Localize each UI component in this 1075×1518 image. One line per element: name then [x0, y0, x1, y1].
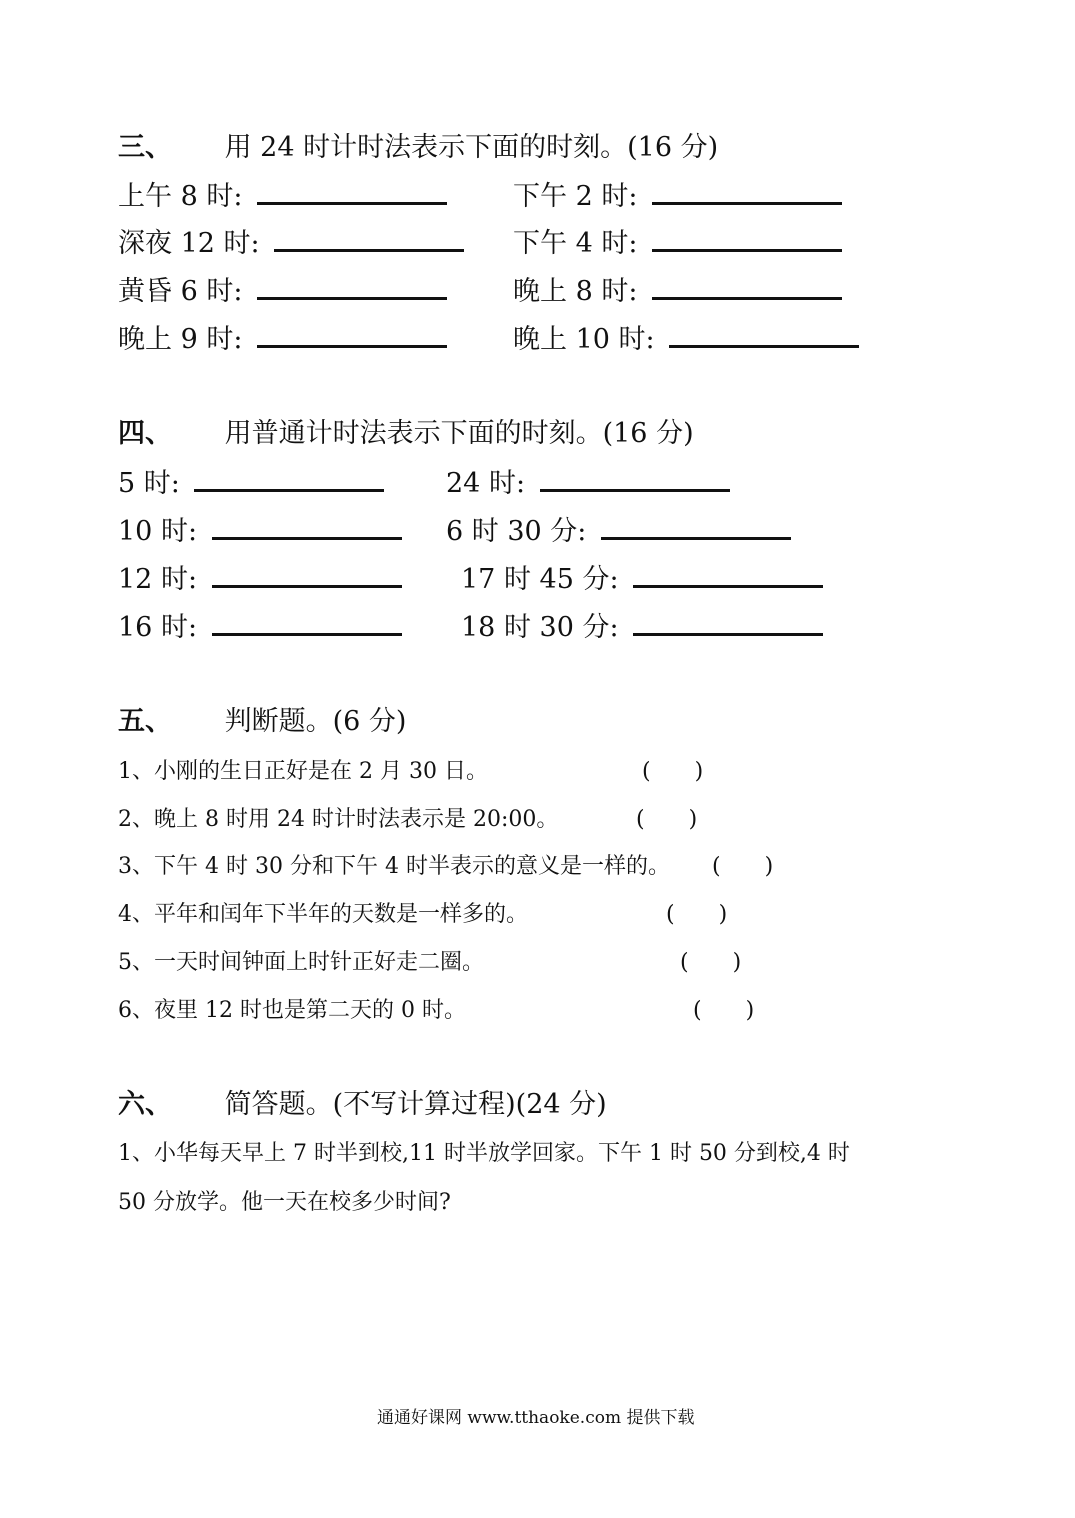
fill-item: [513, 323, 859, 356]
judge-question-2: 2、晚上 8 时用 24 时计时法表示是 20:00。: [118, 807, 559, 832]
section-number: 四、: [118, 418, 172, 449]
answer-blank[interactable]: [652, 180, 842, 205]
item-label: 晚上 10 时:: [513, 324, 655, 355]
fill-item: [118, 323, 447, 356]
fill-item: [461, 611, 823, 644]
answer-blank[interactable]: [633, 563, 823, 588]
fill-item: [118, 227, 464, 260]
answer-blank[interactable]: [212, 515, 402, 540]
fill-item: [446, 515, 791, 548]
item-label: 17 时 45 分:: [461, 564, 619, 595]
fill-item: [118, 467, 384, 500]
answer-parentheses[interactable]: ( ): [636, 807, 698, 832]
item-label: 晚上 8 时:: [513, 276, 638, 307]
page-footer: 通通好课网 www.tthaoke.com 提供下载: [377, 1408, 695, 1428]
judge-question-3: 3、下午 4 时 30 分和下午 4 时半表示的意义是一样的。: [118, 854, 670, 879]
fill-item: [118, 275, 447, 308]
short-answer-question-line2: 50 分放学。他一天在校多少时间?: [118, 1190, 451, 1215]
judge-question-5: 5、一天时间钟面上时针正好走二圈。: [118, 950, 484, 975]
item-label: 12 时:: [118, 564, 198, 595]
answer-blank[interactable]: [257, 275, 447, 300]
answer-parentheses[interactable]: ( ): [693, 998, 755, 1023]
section-number: 五、: [118, 706, 172, 737]
section-title: 判断题。(6 分): [224, 706, 407, 737]
fill-item: [513, 275, 842, 308]
fill-item: [513, 227, 842, 260]
section-title: 用 24 时计时法表示下面的时刻。(16 分): [224, 132, 719, 163]
fill-item: [118, 180, 447, 213]
fill-item: [118, 563, 402, 596]
short-answer-question-line1: 1、小华每天早上 7 时半到校,11 时半放学回家。下午 1 时 50 分到校,4 时: [118, 1141, 850, 1166]
answer-blank[interactable]: [669, 323, 859, 348]
section-number: 六、: [118, 1089, 172, 1120]
item-label: 5 时:: [118, 468, 180, 499]
answer-blank[interactable]: [601, 515, 791, 540]
answer-blank[interactable]: [274, 227, 464, 252]
judge-question-4: 4、平年和闰年下半年的天数是一样多的。: [118, 902, 528, 927]
answer-blank[interactable]: [212, 563, 402, 588]
item-label: 黄昏 6 时:: [118, 276, 243, 307]
answer-parentheses[interactable]: ( ): [642, 759, 704, 784]
item-label: 下午 4 时:: [513, 228, 638, 259]
section-number: 三、: [118, 132, 172, 163]
answer-blank[interactable]: [257, 180, 447, 205]
answer-blank[interactable]: [633, 611, 823, 636]
judge-question-1: 1、小刚的生日正好是在 2 月 30 日。: [118, 759, 488, 784]
item-label: 18 时 30 分:: [461, 612, 619, 643]
answer-parentheses[interactable]: ( ): [680, 950, 742, 975]
item-label: 下午 2 时:: [513, 181, 638, 212]
answer-blank[interactable]: [540, 467, 730, 492]
answer-blank[interactable]: [212, 611, 402, 636]
answer-blank[interactable]: [652, 227, 842, 252]
item-label: 6 时 30 分:: [446, 516, 587, 547]
fill-item: [118, 515, 402, 548]
fill-item: [118, 611, 402, 644]
section-4-heading: [118, 418, 694, 450]
fill-item: [446, 467, 730, 500]
answer-blank[interactable]: [652, 275, 842, 300]
section-3-heading: [118, 132, 718, 164]
item-label: 16 时:: [118, 612, 198, 643]
answer-parentheses[interactable]: ( ): [666, 902, 728, 927]
judge-question-6: 6、夜里 12 时也是第二天的 0 时。: [118, 998, 466, 1023]
section-6-heading: [118, 1089, 607, 1121]
answer-parentheses[interactable]: ( ): [712, 854, 774, 879]
item-label: 上午 8 时:: [118, 181, 243, 212]
item-label: 晚上 9 时:: [118, 324, 243, 355]
item-label: 24 时:: [446, 468, 526, 499]
section-title: 用普通计时法表示下面的时刻。(16 分): [224, 418, 694, 449]
fill-item: [513, 180, 842, 213]
item-label: 10 时:: [118, 516, 198, 547]
section-5-heading: [118, 706, 406, 738]
fill-item: [461, 563, 823, 596]
answer-blank[interactable]: [194, 467, 384, 492]
item-label: 深夜 12 时:: [118, 228, 260, 259]
section-title: 简答题。(不写计算过程)(24 分): [224, 1089, 607, 1120]
answer-blank[interactable]: [257, 323, 447, 348]
